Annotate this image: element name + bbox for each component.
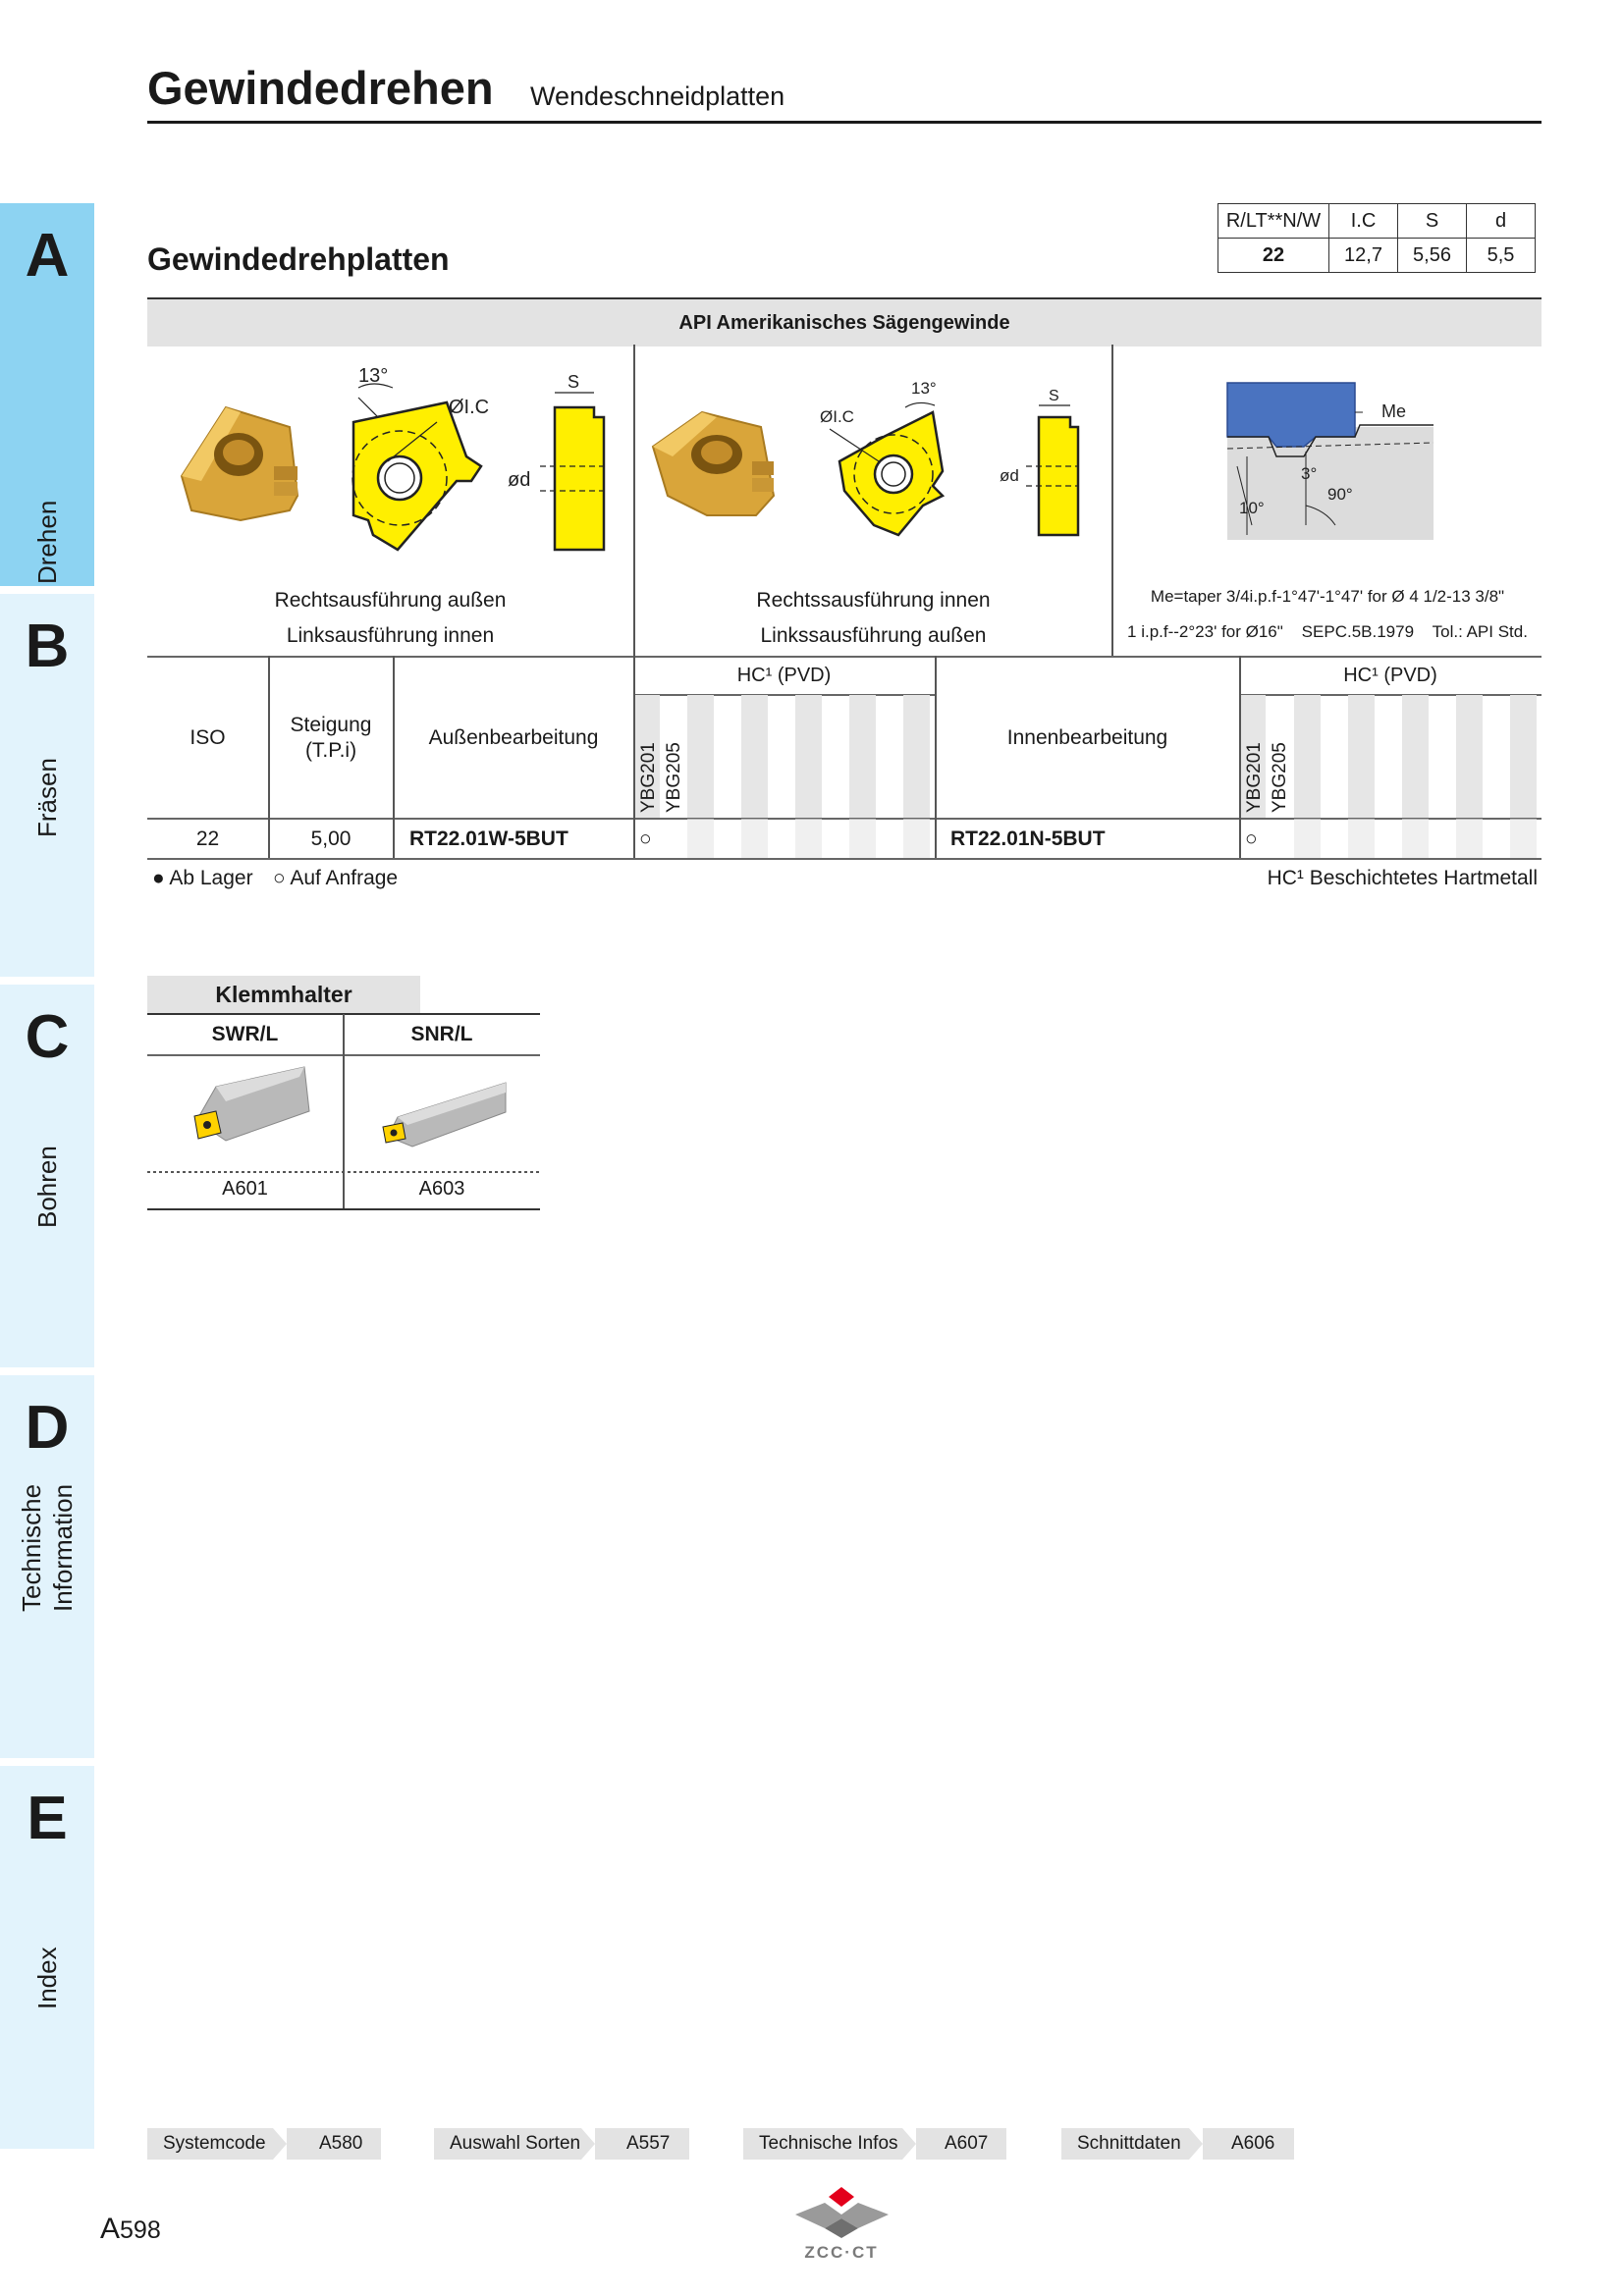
spec-value: 5,56 <box>1398 239 1467 273</box>
tab-letter: B <box>25 613 70 680</box>
cell-aussen-code[interactable]: RT22.01W-5BUT <box>409 828 568 850</box>
header-rule <box>147 121 1542 124</box>
cell-iso: 22 <box>195 828 220 850</box>
grade-label: YBG205 <box>1270 742 1290 813</box>
page-title: Gewindedrehen <box>147 62 494 114</box>
chevron-icon <box>1189 2128 1203 2160</box>
snr-holder-image <box>378 1078 511 1156</box>
grade-label: YBG201 <box>638 742 659 813</box>
tab-label: Drehen <box>32 500 62 584</box>
spec-header: R/LT**N/W <box>1218 204 1329 239</box>
spec-header: S <box>1398 204 1467 239</box>
tab-letter: E <box>27 1785 68 1852</box>
cell-steigung: 5,00 <box>310 828 352 850</box>
footer-link-systemcode[interactable]: Systemcode A580 <box>147 2128 381 2160</box>
grade-stripe <box>795 695 822 818</box>
caption-right-2: 1 i.p.f--2°23' for Ø16" SEPC.5B.1979 Tol.: API Std. <box>1127 622 1528 641</box>
page-number: A598 <box>100 2213 161 2245</box>
grade-stripe <box>741 819 768 858</box>
grade-stripe <box>903 695 930 818</box>
caption-left-1: Rechtsausführung außen <box>274 589 507 612</box>
holder-page-snr[interactable]: A603 <box>418 1178 465 1200</box>
holder-col-snr: SNR/L <box>410 1023 473 1045</box>
svg-text:3°: 3° <box>1301 464 1318 483</box>
tab-drehen[interactable] <box>0 203 94 586</box>
tab-fraesen[interactable] <box>0 594 94 977</box>
grade-label: YBG201 <box>1244 742 1265 813</box>
spec-value: 5,5 <box>1467 239 1536 273</box>
tab-index[interactable] <box>0 1766 94 2149</box>
grade-stripe <box>795 819 822 858</box>
table-rule <box>633 694 935 696</box>
divider <box>935 656 937 858</box>
grade-stripe <box>1510 819 1537 858</box>
spec-table <box>1217 203 1536 273</box>
zcc-ct-logo <box>785 2185 898 2264</box>
tab-technische-information[interactable] <box>0 1375 94 1758</box>
tab-label: Technische Information <box>17 1483 78 1612</box>
chevron-icon <box>902 2128 916 2160</box>
holder-col-swr: SWR/L <box>211 1023 279 1045</box>
cell-innen-availability: ○ <box>1245 828 1258 850</box>
cell-aussen-availability: ○ <box>639 828 652 850</box>
col-header-aussen: Außenbearbeitung <box>428 726 599 749</box>
tab-letter: D <box>25 1394 70 1462</box>
table-rule <box>147 818 1542 820</box>
svg-text:S: S <box>568 372 580 392</box>
svg-text:ød: ød <box>1000 466 1019 485</box>
grade-stripe <box>687 695 714 818</box>
col-header-steigung: Steigung <box>290 714 372 736</box>
grade-stripe <box>687 819 714 858</box>
table-rule <box>147 1171 540 1173</box>
table-rule <box>147 1208 540 1210</box>
table-rule <box>147 656 1542 658</box>
grade-stripe <box>903 819 930 858</box>
svg-text:ØI.C: ØI.C <box>820 407 854 426</box>
svg-text:90°: 90° <box>1327 485 1353 504</box>
grade-stripe <box>741 695 768 818</box>
legend-hc: HC¹ Beschichtetes Hartmetall <box>1267 867 1538 889</box>
chevron-icon <box>273 2128 287 2160</box>
grade-stripe <box>1402 695 1429 818</box>
grade-stripe <box>1348 695 1375 818</box>
chevron-icon <box>581 2128 595 2160</box>
tab-letter: A <box>25 222 70 290</box>
svg-text:10°: 10° <box>1239 499 1265 517</box>
tab-label: Fräsen <box>32 758 62 837</box>
grade-stripe <box>1402 819 1429 858</box>
grade-stripe <box>1456 819 1483 858</box>
col-header-tpi: (T.P.i) <box>304 739 357 762</box>
holder-title: Klemmhalter <box>147 976 420 1013</box>
divider <box>1111 345 1113 656</box>
grade-stripe <box>1294 819 1321 858</box>
tab-bohren[interactable] <box>0 985 94 1367</box>
grade-stripe <box>1348 819 1375 858</box>
col-header-innen: Innenbearbeitung <box>1006 726 1168 749</box>
divider <box>393 656 395 858</box>
caption-left-2: Linksausführung innen <box>286 624 495 647</box>
insert-photo <box>653 412 774 515</box>
legend-request: ○ Auf Anfrage <box>273 867 399 889</box>
svg-text:ød: ød <box>508 469 531 491</box>
footer-link-schnittdaten[interactable]: Schnittdaten A606 <box>1061 2128 1294 2160</box>
col-header-iso: ISO <box>189 726 226 749</box>
svg-text:ZCC·CT: ZCC·CT <box>804 2243 879 2262</box>
footer-link-technische-infos[interactable]: Technische Infos A607 <box>743 2128 1006 2160</box>
thread-profile-illustration <box>1217 378 1443 545</box>
page-subtitle: Wendeschneidplatten <box>530 81 785 111</box>
svg-text:13°: 13° <box>358 365 389 387</box>
caption-mid-2: Linkssausführung außen <box>760 624 987 647</box>
grade-stripe <box>1456 695 1483 818</box>
spec-value: 22 <box>1218 239 1329 273</box>
legend-stock: ● Ab Lager <box>152 867 253 889</box>
col-header-hc: HC¹ (PVD) <box>736 665 832 686</box>
external-insert-illustration <box>172 358 623 574</box>
svg-text:13°: 13° <box>911 379 937 398</box>
grade-stripe <box>1294 695 1321 818</box>
tab-letter: C <box>25 1003 70 1071</box>
svg-text:Me: Me <box>1381 401 1407 421</box>
swr-holder-image <box>187 1062 314 1160</box>
tab-label: Bohren <box>32 1146 62 1228</box>
grade-label: YBG205 <box>664 742 684 813</box>
footer-link-auswahl[interactable]: Auswahl Sorten A557 <box>434 2128 689 2160</box>
insert-drawing <box>820 379 1078 535</box>
section-title: Gewindedrehplatten <box>147 241 450 277</box>
spec-value: 12,7 <box>1329 239 1398 273</box>
grade-stripe <box>1510 695 1537 818</box>
table-rule <box>1239 694 1542 696</box>
caption-right-1: Me=taper 3/4i.p.f-1°47'-1°47' for Ø 4 1/2-13 3/8" <box>1150 587 1505 606</box>
col-header-hc: HC¹ (PVD) <box>1343 665 1437 686</box>
spec-header: I.C <box>1329 204 1398 239</box>
thread-type-band: API Amerikanisches Sägengewinde <box>147 297 1542 347</box>
insert-photo <box>182 407 298 520</box>
tab-label: Index <box>32 1947 62 2009</box>
cell-innen-code[interactable]: RT22.01N-5BUT <box>950 828 1106 850</box>
spec-header: d <box>1467 204 1536 239</box>
caption-mid-1: Rechtssausführung innen <box>756 589 991 612</box>
grade-stripe <box>849 695 876 818</box>
svg-text:S: S <box>1049 388 1059 404</box>
holder-page-swr[interactable]: A601 <box>222 1178 268 1200</box>
table-rule <box>147 858 1542 860</box>
svg-text:ØI.C: ØI.C <box>449 397 490 418</box>
internal-insert-illustration <box>648 368 1100 564</box>
insert-drawing <box>352 365 604 550</box>
grade-stripe <box>849 819 876 858</box>
